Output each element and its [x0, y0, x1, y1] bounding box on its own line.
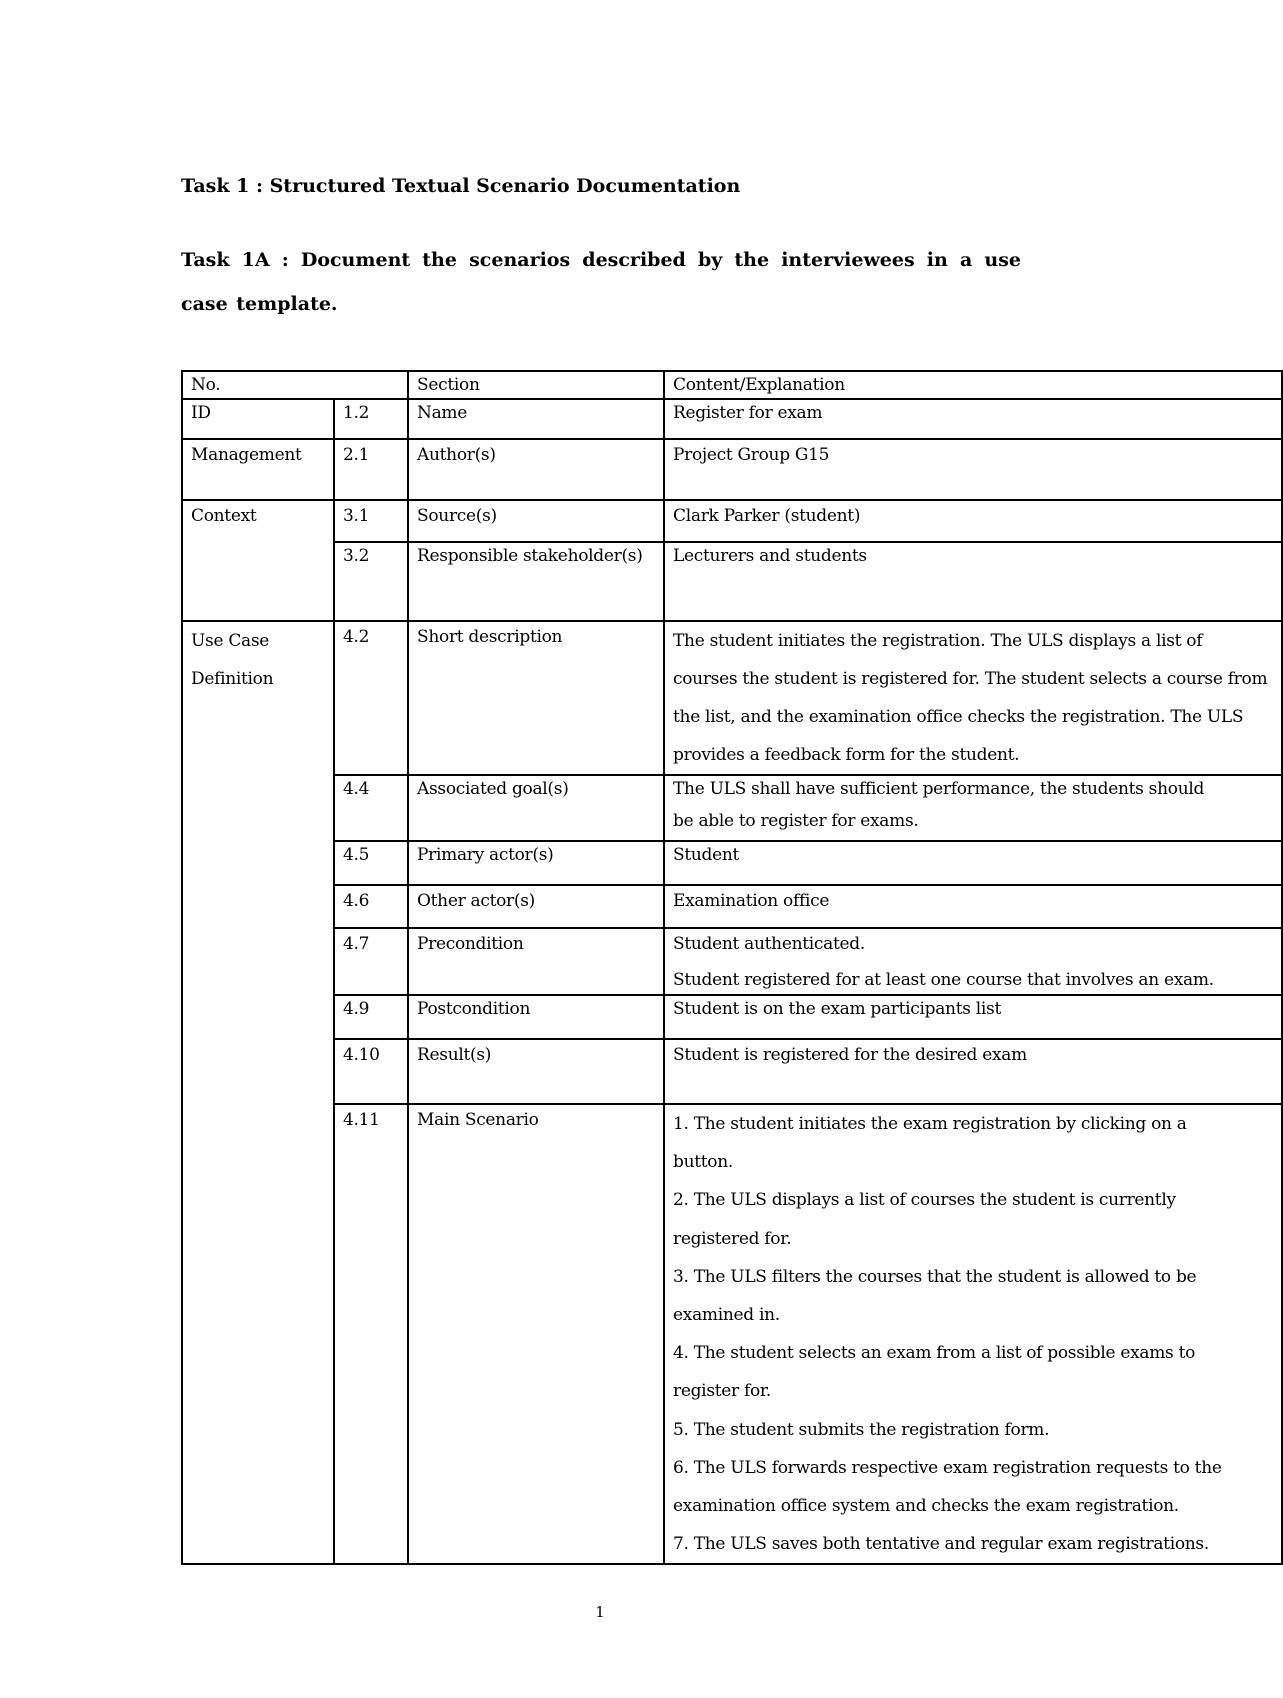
content-line: be able to register for exams.: [673, 811, 919, 831]
number-cell: 4.11: [334, 1104, 408, 1564]
content-cell: Register for exam: [664, 399, 1282, 439]
group-line: Use Case: [191, 631, 270, 651]
table-row: [182, 399, 1282, 439]
content-cell: [664, 1104, 1282, 1564]
table-row: [182, 995, 1282, 1039]
content-line: Student authenticated.: [673, 934, 865, 954]
number-cell: 4.6: [334, 885, 408, 928]
content-line: The student initiates the registration. The ULS displays a list of: [673, 631, 1203, 651]
table-row: [182, 542, 1282, 621]
content-line: 6. The ULS forwards respective exam registration requests to the: [673, 1457, 1222, 1478]
content-cell: Lecturers and students: [664, 542, 1282, 621]
number-cell: 3.2: [334, 542, 408, 621]
content-line: button.: [673, 1152, 733, 1173]
number-cell: 4.4: [334, 775, 408, 841]
section-cell: Source(s): [408, 500, 664, 542]
section-cell: Short description: [408, 621, 664, 775]
number-cell: 3.1: [334, 500, 408, 542]
use-case-table: [181, 370, 1283, 1565]
section-cell: Name: [408, 399, 664, 439]
group-cell: [182, 621, 334, 1564]
table-row: [182, 885, 1282, 928]
table-row: [182, 1039, 1282, 1104]
section-cell: Other actor(s): [408, 885, 664, 928]
content-line: courses the student is registered for. The student selects a course from: [673, 669, 1268, 689]
content-line: examined in.: [673, 1305, 780, 1326]
section-cell: Result(s): [408, 1039, 664, 1104]
number-cell: 4.9: [334, 995, 408, 1039]
content-line: the list, and the examination office checks the registration. The ULS: [673, 707, 1244, 727]
content-line: examination office system and checks the exam registration.: [673, 1496, 1179, 1517]
task-1a-heading: Task 1A : Document the scenarios described by the interviewees in a use case template.: [181, 249, 1021, 315]
table-row: [182, 439, 1282, 500]
number-cell: 4.7: [334, 928, 408, 995]
header-section: Section: [408, 371, 664, 399]
content-line: 5. The student submits the registration form.: [673, 1419, 1050, 1440]
group-cell: ID: [182, 399, 334, 439]
number-cell: 4.10: [334, 1039, 408, 1104]
table-row: [182, 841, 1282, 885]
content-cell: Student: [664, 841, 1282, 885]
content-line: The ULS shall have sufficient performance, the students should: [673, 779, 1205, 799]
content-line: 3. The ULS filters the courses that the student is allowed to be: [673, 1266, 1197, 1287]
content-cell: Student is registered for the desired exam: [664, 1039, 1282, 1104]
table-row: [182, 928, 1282, 995]
number-cell: 1.2: [334, 399, 408, 439]
content-line: provides a feedback form for the student.: [673, 745, 1020, 765]
content-line: register for.: [673, 1381, 771, 1402]
content-cell: [664, 775, 1282, 841]
number-cell: 2.1: [334, 439, 408, 500]
content-cell: Clark Parker (student): [664, 500, 1282, 542]
content-line: 2. The ULS displays a list of courses the student is currently: [673, 1190, 1176, 1211]
section-cell: Postcondition: [408, 995, 664, 1039]
number-cell: 4.2: [334, 621, 408, 775]
table-row: [182, 775, 1282, 841]
content-cell: Project Group G15: [664, 439, 1282, 500]
section-cell: Author(s): [408, 439, 664, 500]
group-line: Definition: [191, 669, 274, 689]
section-cell: Associated goal(s): [408, 775, 664, 841]
section-cell: Precondition: [408, 928, 664, 995]
section-cell: Primary actor(s): [408, 841, 664, 885]
content-line: Student registered for at least one course that involves an exam.: [673, 970, 1214, 990]
header-no: No.: [182, 371, 408, 399]
content-line: 4. The student selects an exam from a list of possible exams to: [673, 1343, 1196, 1364]
table-row: [182, 500, 1282, 542]
table-header-row: [182, 371, 1282, 399]
content-line: 1. The student initiates the exam registration by clicking on a: [673, 1114, 1187, 1134]
content-cell: [664, 621, 1282, 775]
page-number: 1: [595, 1603, 605, 1621]
content-cell: Student is on the exam participants list: [664, 995, 1282, 1039]
table-row: [182, 621, 1282, 775]
section-cell: Responsible stakeholder(s): [408, 542, 664, 621]
content-line: registered for.: [673, 1228, 792, 1249]
section-cell: Main Scenario: [408, 1104, 664, 1564]
group-cell: Context: [182, 500, 334, 621]
header-content: Content/Explanation: [664, 371, 1282, 399]
task-1-heading: Task 1 : Structured Textual Scenario Documentation: [181, 175, 741, 197]
table-row: [182, 1104, 1282, 1564]
content-line: 7. The ULS saves both tentative and regular exam registrations.: [673, 1534, 1209, 1555]
content-cell: Examination office: [664, 885, 1282, 928]
content-cell: [664, 928, 1282, 995]
group-cell: Management: [182, 439, 334, 500]
number-cell: 4.5: [334, 841, 408, 885]
